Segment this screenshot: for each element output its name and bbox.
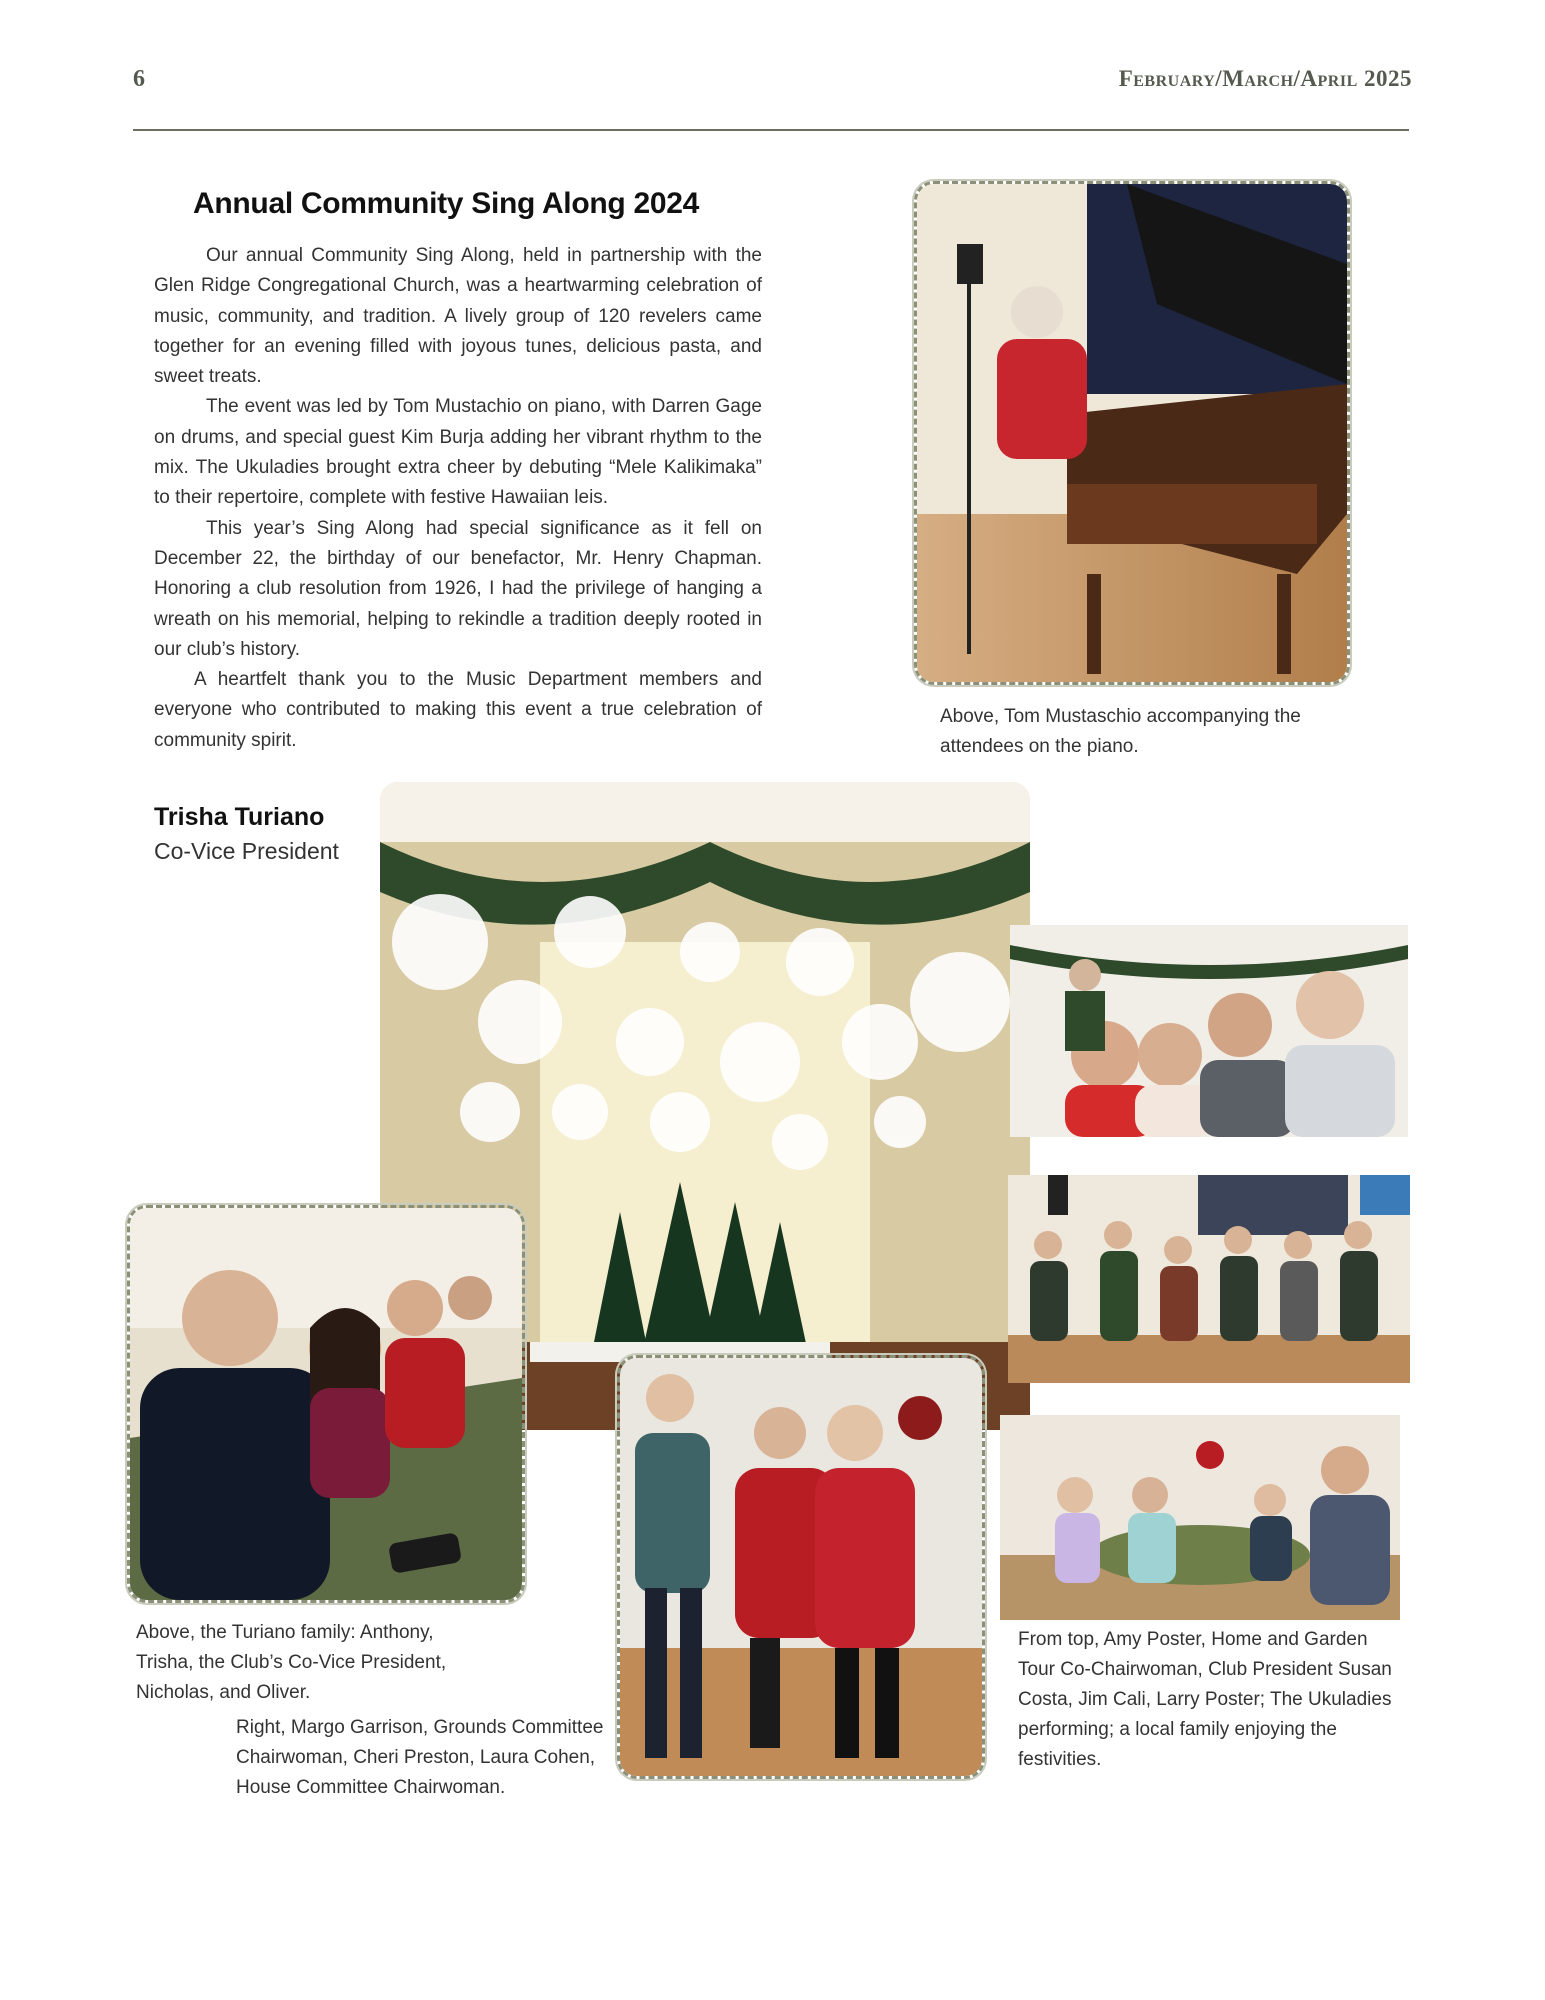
dancers-caption: Right, Margo Garrison, Grounds Committee Chairwoman, Cheri Preston, Laura Cohen, House Committee Chairwoman.	[236, 1717, 604, 1798]
page-number: 6	[133, 66, 145, 92]
right-stack-caption: From top, Amy Poster, Home and Garden Tour Co-Chairwoman, Club President Susan Costa, Jim Cali, Larry Poster; The Ukuladies performing; a local family enjoying the festivities.	[1018, 1629, 1392, 1770]
family-photo	[127, 1205, 525, 1603]
header-divider	[133, 129, 1409, 131]
family-table-photo	[1000, 1415, 1400, 1620]
issue-date: February/March/April 2025	[1118, 66, 1412, 91]
leadership-group-photo	[1010, 925, 1408, 1137]
dancers-photo	[617, 1355, 985, 1779]
article-paragraph: This year’s Sing Along had special significance as it fell on December 22, the birthday of our benefactor, Mr. Henry Chapman. Honoring a club resolution from 1926, I had the privilege of hanging a wreath on his memorial, helping to rekindle a tradition deeply rooted in our club’s history.	[154, 517, 762, 660]
article-paragraph: The event was led by Tom Mustachio on piano, with Darren Gage on drums, and special guest Kim Burja adding her vibrant rhythm to the mix. The Ukuladies brought extra cheer by debuting “Mele Kalikimaka” to their repertoire, complete with festive Hawaiian leis.	[154, 396, 762, 509]
author-name: Trisha Turiano	[154, 803, 325, 831]
piano-caption: Above, Tom Mustaschio accompanying the attendees on the piano.	[940, 706, 1301, 757]
piano-photo	[914, 181, 1350, 685]
author-role: Co-Vice President	[154, 838, 339, 864]
article-body	[154, 241, 762, 756]
ukuladies-photo	[1008, 1175, 1410, 1383]
family-caption: Above, the Turiano family: Anthony, Trisha, the Club’s Co-Vice President, Nicholas, and Oliver.	[136, 1622, 447, 1703]
article-title: Annual Community Sing Along 2024	[193, 187, 699, 220]
article-paragraph: A heartfelt thank you to the Music Department members and everyone who contributed to making this event a true celebration of community spirit.	[154, 669, 762, 751]
article-paragraph: Our annual Community Sing Along, held in partnership with the Glen Ridge Congregational Church, was a heartwarming celebration of music, community, and tradition. A lively group of 120 revelers came together for an evening filled with joyous tunes, delicious pasta, and sweet treats.	[154, 245, 762, 388]
